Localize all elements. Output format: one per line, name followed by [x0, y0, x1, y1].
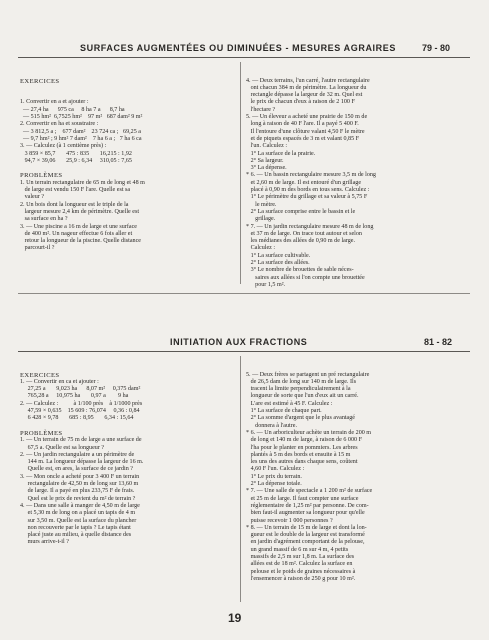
text-line: valeur ? — [20, 194, 45, 201]
text-line: 765,28 a 10,975 ha 0,97 a 9 ha — [20, 393, 129, 400]
text-line: PROBLÈMES — [20, 429, 63, 437]
text-line: 1° La surface de chaque part. — [246, 408, 322, 415]
text-line: rectangulaire de 42,50 m de long sur 13,60 m — [20, 481, 139, 488]
text-line: — 27,4 ha 975 ca 8 ha 7 a 8,7 ha — [20, 106, 125, 113]
text-line: massifs de 2,5 m sur 1,8 m. La surface des — [246, 554, 355, 561]
text-line: * 7. — Un jardin rectangulaire mesure 48 m de long — [246, 223, 374, 230]
bottom-right-text — [246, 372, 372, 584]
text-line: 1° Le périmètre du grillage et sa valeur à 5,75 F — [246, 194, 368, 201]
top-section-title: SURFACES AUGMENTÉES OU DIMINUÉES - MESURES AGRAIRES — [80, 43, 396, 53]
text-line: 5. — Deux frères se partagent un pré rectangulaire — [246, 371, 370, 378]
text-line: tracent la limite perpendiculairement à la — [246, 386, 351, 393]
text-line: 3. — Mon oncle a acheté pour 3 400 F un terrain — [20, 473, 140, 480]
text-line: 3. — Calculez (à 1 centième près) : — [20, 143, 107, 150]
text-line: — 515 hm² 6,7525 hm² 97 m² 687 dam² 9 m² — [20, 114, 143, 121]
text-line: 1° La surface cultivable. — [246, 252, 311, 259]
text-line: 2. Un bois dont la longueur est le triple de la — [20, 201, 129, 208]
text-line: longueur de sorte que l'un d'eux ait un carré. — [246, 393, 359, 400]
text-line: — 9,7 hm² ; 9 hm² 7 dam² 7 ha 6 a ; 7 ha 6 ca — [20, 135, 142, 142]
text-line: EXERCICES — [20, 371, 60, 379]
bottom-left-text — [20, 372, 143, 547]
text-line: sa surface en ha ? — [20, 216, 68, 223]
text-line: réglementaire de 1,25 m² par personne. De com- — [246, 502, 369, 509]
text-line: en jardin d'agrément comportant de la pelouse, — [246, 539, 365, 546]
text-line: allées est de 18 m². Calculez la surface en — [246, 561, 353, 568]
text-line: 2° La surface des allées. — [246, 260, 310, 267]
top-left-text — [20, 99, 145, 252]
top-page-numbers: 79 - 80 — [422, 43, 451, 53]
text-line: 2° La somme d'argent que le plus avantagé — [246, 415, 356, 422]
text-line: 27,25 a 9,023 ha 8,07 m² 0,375 dam² — [20, 386, 141, 393]
bottom-header-rule — [18, 351, 470, 352]
text-line: sur 3,50 m. Quelle est la surface du plancher — [20, 517, 137, 524]
text-line: de 400 m². Un nageur effectue 6 fois aller et — [20, 230, 133, 237]
text-line: les médianes des allées de 0,90 m de large. — [246, 238, 356, 245]
text-line: placé à 0,90 m des bords en tous sens. Calculez : — [246, 187, 370, 194]
bottom-left-column — [20, 357, 143, 561]
text-line: parcourt-il ? — [20, 245, 55, 252]
text-line: 94,7 × 39,06 25,9 : 6,34 310,05 : 7,65 — [20, 157, 132, 164]
bottom-column-divider — [240, 356, 241, 602]
top-right-column — [246, 63, 376, 304]
text-line: Quelle est, en ares, la surface de ce jardin ? — [20, 466, 134, 473]
text-line: * 6. — Un bassin rectangulaire mesure 3,5 m de long — [246, 172, 376, 179]
text-line: l'ensemencer à raison de 250 g pour 10 m². — [246, 575, 356, 582]
text-line: 2. — Un jardin rectangulaire a un périmètre de — [20, 451, 135, 458]
text-line: l'un. Calculez : — [246, 143, 288, 150]
text-line: — 3 812,5 a ; 677 dam² 23 724 ca ; 69,25 a — [20, 128, 141, 135]
text-line: 2° La dépense totale. — [246, 481, 302, 488]
text-line: 144 m. La longueur dépasse la largeur de 16 m. — [20, 459, 144, 466]
text-line: de large. Il a payé en plus 233,75 F de frais. — [20, 488, 135, 495]
text-line: 4,60 F l'un. Calculez : — [246, 466, 305, 473]
text-line: non recouverte par le tapis ? Le tapis étant — [20, 524, 131, 531]
text-line: 4. — Dans une salle à manger de 4,50 m de large — [20, 502, 140, 509]
text-line: l'hectare ? — [246, 106, 276, 113]
text-line: et 2,60 m de large. Il est entouré d'un grillage — [246, 179, 362, 186]
page-folio: 19 — [228, 611, 242, 625]
text-line: 2. Convertir en ha et soustraire : — [20, 121, 99, 128]
text-line: 2. — Calculez : à 1/100 près à 1/1000 près — [20, 400, 143, 407]
text-line: largeur mesure 2,4 km de périmètre. Quelle est — [20, 208, 140, 215]
text-line: retour la longueur de la piscine. Quelle distance — [20, 238, 141, 245]
bottom-section-title: INITIATION AUX FRACTIONS — [170, 337, 308, 347]
text-line: 1° La surface de la prairie. — [246, 150, 316, 157]
text-line: PROBLÈMES — [20, 172, 63, 180]
text-line: un grand massif de 6 m sur 4 m, 4 petits — [246, 546, 349, 553]
text-line: l'ha pour le planter en pommiers. Les arbres — [246, 444, 358, 451]
text-line: de large est vendu 150 F l'are. Quelle est sa — [20, 187, 131, 194]
text-line: plantés à 5 m des bords et ensuite à 15 m — [246, 451, 351, 458]
text-line: 47,59 × 0,635 15 609 : 76,074 0,36 : 0,84 — [20, 408, 140, 415]
text-line: 1° Le prix du terrain. — [246, 473, 302, 480]
text-line: pour 1,5 m². — [246, 281, 286, 288]
text-line: et 5,30 m de long on a placé un tapis de 4 m — [20, 510, 136, 517]
top-column-divider — [240, 62, 241, 284]
text-line: pelouse et le poids de graines nécessaires à — [246, 568, 356, 575]
text-line: 4. — Deux terrains, l'un carré, l'autre rectangulaire — [246, 77, 370, 84]
top-header-rule — [18, 57, 470, 58]
text-line: saires aux allées si l'on compte une brouettée — [246, 274, 365, 281]
text-line: 1. — Un terrain de 75 m de large a une surface de — [20, 437, 142, 444]
text-line: 67,5 a. Quelle est sa longueur ? — [20, 444, 105, 451]
text-line: puisse recevoir 1 000 personnes ? — [246, 517, 333, 524]
text-line: et 25 m de large. Il faut compter une surface — [246, 495, 359, 502]
text-line: Calculez : — [246, 245, 276, 252]
text-line: gueur est le double de la largeur est transformé — [246, 532, 365, 539]
text-line: * 7. — Une salle de spectacle a 1 200 m² de surface — [246, 488, 373, 495]
text-line: donnera à l'autre. — [246, 422, 298, 429]
text-line: et 37 m de large. On trace tout autour et selon — [246, 230, 362, 237]
text-line: bien faut-il augmenter sa longueur pour qu'elle — [246, 510, 365, 517]
text-line: murs arrive-t-il ? — [20, 539, 69, 546]
top-exercices-heading: EXERCICES — [20, 77, 60, 85]
text-line: Il l'entoure d'une clôture valant 4,50 F le mètre — [246, 128, 365, 135]
text-line: le prix de chacun d'eux à raison de 2 100 F — [246, 99, 355, 106]
text-line: et de piquets espacés de 3 m et valant 0,85 F — [246, 135, 360, 142]
text-line: grillage. — [246, 216, 276, 223]
bottom-right-column — [246, 357, 372, 598]
top-right-text — [246, 78, 376, 290]
text-line: de long et 140 m de large, à raison de 6 000 F — [246, 437, 362, 444]
text-line: 1. — Convertir en ca et ajouter : — [20, 378, 99, 385]
text-line — [20, 423, 143, 430]
text-line: Quel est le prix de revient du m² de terrain ? — [20, 495, 136, 502]
text-line: de 26,5 dam de long sur 140 m de large. Ils — [246, 378, 357, 385]
text-line: * 8. — Un terrain de 15 m de large et dont la lon- — [246, 524, 367, 531]
text-line: rectangle dépasse la largeur de 32 m. Quel est — [246, 92, 363, 99]
text-line: 5. — Un éleveur a acheté une prairie de 150 m de — [246, 114, 368, 121]
text-line: * 6. — Un arboriculteur achète un terrain de 200 m — [246, 429, 372, 436]
text-line: 3. — Une piscine a 16 m de large et une surface — [20, 223, 137, 230]
text-line: 6 428 × 9,78 685 : 8,95 6,34 : 15,64 — [20, 415, 134, 422]
text-line: L'are est estimé à 45 F. Calculez : — [246, 400, 333, 407]
text-line: 3° La dépense. — [246, 165, 287, 172]
page-divider — [18, 293, 470, 294]
text-line: 2° La surface comprise entre le bassin et le — [246, 208, 356, 215]
bottom-page-numbers: 81 - 82 — [424, 337, 453, 347]
text-line: 2° Sa largeur. — [246, 157, 284, 164]
text-line: 3 859 × 85,7 475 : 835 16,215 : 1,92 — [20, 150, 132, 157]
text-line: ont chacun 384 m de périmètre. La longueur du — [246, 84, 367, 91]
text-line: placé juste au milieu, à quelle distance des — [20, 532, 132, 539]
top-left-column — [20, 63, 145, 267]
text-line: 1. Un terrain rectangulaire de 65 m de long et 48 m — [20, 179, 145, 186]
text-line: 3° Le nombre de brouettes de sable néces- — [246, 267, 354, 274]
text-line: long à raison de 40 F l'are. Il a payé 5 400 F. — [246, 121, 359, 128]
text-line: 1. Convertir en a et ajouter : — [20, 99, 89, 106]
text-line: le mètre. — [246, 201, 277, 208]
text-line: les uns des autres dans chaque sens, coûtent — [246, 459, 358, 466]
